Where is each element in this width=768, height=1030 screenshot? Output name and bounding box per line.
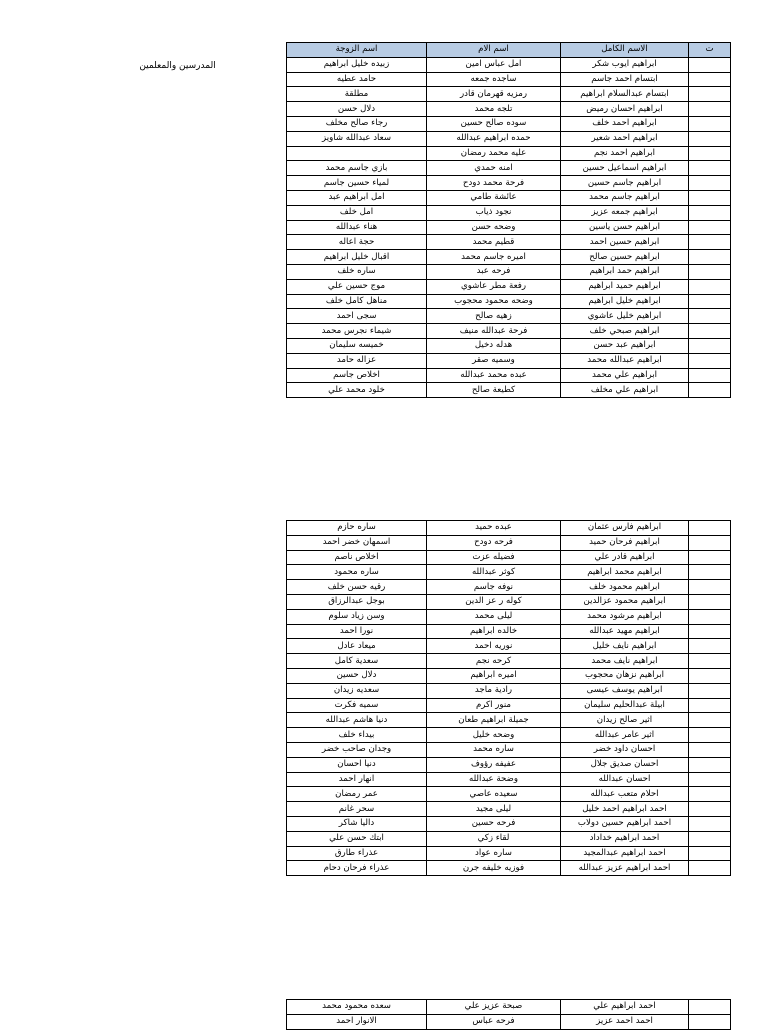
- cell-mother-name: سوده صالح حسين: [427, 116, 561, 131]
- cell-mother-name: قطيم محمد: [427, 235, 561, 250]
- cell-wife-name: عذراء طارق: [287, 846, 427, 861]
- cell-full-name: ابتسام عبدالسلام ابراهيم: [561, 87, 689, 102]
- cell-wife-name: عذراء فرحان دحام: [287, 861, 427, 876]
- cell-full-name: ابراهيم نايف خليل: [561, 639, 689, 654]
- cell-mother-name: جميلة ابراهيم طعان: [427, 713, 561, 728]
- cell-mother-name: ساجده جمعه: [427, 72, 561, 87]
- roster-table-3: [286, 999, 731, 1030]
- cell-mother-name: فرحة عبدالله منيف: [427, 324, 561, 339]
- cell-mother-name: اميره جاسم محمد: [427, 250, 561, 265]
- cell-full-name: ابراهيم جاسم محمد: [561, 190, 689, 205]
- table-row: [287, 550, 731, 565]
- cell-num: [689, 190, 731, 205]
- cell-full-name: احمد ابراهيم عزيز عبدالله: [561, 861, 689, 876]
- cell-full-name: ابراهيم محمود خلف: [561, 580, 689, 595]
- cell-mother-name: فرحه دودح: [427, 535, 561, 550]
- cell-wife-name: بيداء خلف: [287, 728, 427, 743]
- table-row: [287, 742, 731, 757]
- cell-num: [689, 309, 731, 324]
- cell-wife-name: امل خلف: [287, 205, 427, 220]
- cell-wife-name: سعدية كامل: [287, 654, 427, 669]
- cell-num: [689, 146, 731, 161]
- table-row: [287, 338, 731, 353]
- cell-num: [689, 609, 731, 624]
- cell-mother-name: عبده حميد: [427, 521, 561, 536]
- cell-full-name: ابراهيم جمعه عزيز: [561, 205, 689, 220]
- cell-wife-name: موج حسين علي: [287, 279, 427, 294]
- cell-full-name: احسان صديق جلال: [561, 757, 689, 772]
- cell-full-name: ابراهيم عبد حسن: [561, 338, 689, 353]
- table-row: [287, 294, 731, 309]
- cell-full-name: ابراهيم يوسف عيسى: [561, 683, 689, 698]
- cell-mother-name: سعيده عاصي: [427, 787, 561, 802]
- cell-full-name: احسان داود خضر: [561, 742, 689, 757]
- cell-mother-name: فوزيه خليفه جرن: [427, 861, 561, 876]
- cell-mother-name: فضيله عزت: [427, 550, 561, 565]
- cell-num: [689, 550, 731, 565]
- cell-wife-name: خلود محمد علي: [287, 383, 427, 398]
- cell-num: [689, 368, 731, 383]
- cell-wife-name: ساره خلف: [287, 264, 427, 279]
- cell-full-name: ابراهيم فرحان حميد: [561, 535, 689, 550]
- table-row: [287, 594, 731, 609]
- cell-full-name: ابراهيم حسين احمد: [561, 235, 689, 250]
- header-mother-name: اسم الام: [427, 43, 561, 58]
- roster-table-1: [286, 42, 731, 398]
- table-row: [287, 368, 731, 383]
- cell-full-name: ابراهيم حسن ياسين: [561, 220, 689, 235]
- cell-mother-name: لقاء زكي: [427, 831, 561, 846]
- cell-wife-name: شيماء نجرس محمد: [287, 324, 427, 339]
- cell-full-name: ابتسام احمد جاسم: [561, 72, 689, 87]
- table-row: [287, 772, 731, 787]
- cell-num: [689, 235, 731, 250]
- cell-full-name: ابراهيم حميد ابراهيم: [561, 279, 689, 294]
- cell-wife-name: حجة اعاله: [287, 235, 427, 250]
- cell-wife-name: رجاء صالح مخلف: [287, 116, 427, 131]
- table-row: [287, 161, 731, 176]
- cell-wife-name: عمر رمضان: [287, 787, 427, 802]
- cell-mother-name: صبحة عزيز علي: [427, 1000, 561, 1015]
- cell-wife-name: ساره محمود: [287, 565, 427, 580]
- table-row: [287, 728, 731, 743]
- cell-mother-name: زهيه صالح: [427, 309, 561, 324]
- table-row: [287, 624, 731, 639]
- cell-num: [689, 102, 731, 117]
- table-row: [287, 535, 731, 550]
- cell-wife-name: [287, 146, 427, 161]
- cell-wife-name: ساره حازم: [287, 521, 427, 536]
- cell-mother-name: وسميه صقر: [427, 353, 561, 368]
- cell-mother-name: ليلى مجيد: [427, 802, 561, 817]
- cell-num: [689, 353, 731, 368]
- cell-full-name: ابراهيم صبحي خلف: [561, 324, 689, 339]
- cell-wife-name: عزاله حامد: [287, 353, 427, 368]
- cell-wife-name: نورا احمد: [287, 624, 427, 639]
- cell-full-name: ابيلة عبدالحليم سليمان: [561, 698, 689, 713]
- cell-num: [689, 1014, 731, 1029]
- cell-wife-name: بازي جاسم محمد: [287, 161, 427, 176]
- cell-full-name: ابراهيم حمد ابراهيم: [561, 264, 689, 279]
- cell-mother-name: نوريه احمد: [427, 639, 561, 654]
- cell-mother-name: اميره ابراهيم: [427, 668, 561, 683]
- cell-wife-name: هناء عبدالله: [287, 220, 427, 235]
- table-row: [287, 116, 731, 131]
- cell-mother-name: رادية ماجد: [427, 683, 561, 698]
- table-row: [287, 1000, 731, 1015]
- cell-wife-name: داليا شاكر: [287, 816, 427, 831]
- cell-wife-name: امل ابراهيم عبد: [287, 190, 427, 205]
- cell-wife-name: اسمهان خضر احمد: [287, 535, 427, 550]
- cell-num: [689, 713, 731, 728]
- cell-mother-name: نجود ذياب: [427, 205, 561, 220]
- cell-num: [689, 161, 731, 176]
- header-wife-name: اسم الزوجة: [287, 43, 427, 58]
- cell-num: [689, 72, 731, 87]
- cell-wife-name: سميه فكرت: [287, 698, 427, 713]
- table-row: [287, 220, 731, 235]
- cell-num: [689, 639, 731, 654]
- cell-full-name: ابراهيم خليل ابراهيم: [561, 294, 689, 309]
- cell-wife-name: وسن زياد سلوم: [287, 609, 427, 624]
- cell-num: [689, 624, 731, 639]
- cell-num: [689, 565, 731, 580]
- cell-num: [689, 742, 731, 757]
- cell-mother-name: عفيفه رؤوف: [427, 757, 561, 772]
- cell-full-name: ابراهيم عبدالله محمد: [561, 353, 689, 368]
- table-row: [287, 580, 731, 595]
- cell-mother-name: فرحه عباس: [427, 1014, 561, 1029]
- cell-mother-name: عليه محمد رمضان: [427, 146, 561, 161]
- table-row: [287, 309, 731, 324]
- cell-full-name: احمد ابراهيم علي: [561, 1000, 689, 1015]
- table-row: [287, 383, 731, 398]
- cell-full-name: ابراهيم خليل عاشوي: [561, 309, 689, 324]
- table-row: [287, 235, 731, 250]
- roster-table-2: [286, 520, 731, 876]
- cell-mother-name: كرحه نجم: [427, 654, 561, 669]
- cell-full-name: ابراهيم احسان رميض: [561, 102, 689, 117]
- cell-mother-name: ساره محمد: [427, 742, 561, 757]
- cell-num: [689, 521, 731, 536]
- cell-num: [689, 220, 731, 235]
- cell-num: [689, 324, 731, 339]
- cell-full-name: ابراهيم مهيد عبدالله: [561, 624, 689, 639]
- cell-num: [689, 846, 731, 861]
- cell-num: [689, 683, 731, 698]
- cell-full-name: ابراهيم احمد خلف: [561, 116, 689, 131]
- table-row: [287, 353, 731, 368]
- cell-full-name: ابراهيم علي محمد: [561, 368, 689, 383]
- cell-full-name: ابراهيم محمد ابراهيم: [561, 565, 689, 580]
- cell-mother-name: كوثر عبدالله: [427, 565, 561, 580]
- cell-mother-name: وضحه حسن: [427, 220, 561, 235]
- cell-wife-name: بوجل عبدالرزاق: [287, 594, 427, 609]
- cell-num: [689, 594, 731, 609]
- cell-mother-name: تلجه محمد: [427, 102, 561, 117]
- cell-mother-name: خالده ابراهيم: [427, 624, 561, 639]
- cell-num: [689, 772, 731, 787]
- cell-num: [689, 131, 731, 146]
- cell-num: [689, 668, 731, 683]
- cell-wife-name: سعاد عبدالله شاويز: [287, 131, 427, 146]
- cell-num: [689, 338, 731, 353]
- cell-wife-name: سحر غانم: [287, 802, 427, 817]
- cell-full-name: ابراهيم احمد شعير: [561, 131, 689, 146]
- cell-wife-name: دلال حسين: [287, 668, 427, 683]
- header-full-name: الاسم الكامل: [561, 43, 689, 58]
- table-row: [287, 683, 731, 698]
- cell-full-name: ابراهيم اسماعيل حسين: [561, 161, 689, 176]
- cell-full-name: ابراهيم ايوب شكر: [561, 57, 689, 72]
- cell-num: [689, 57, 731, 72]
- table-row: [287, 757, 731, 772]
- table-row: [287, 176, 731, 191]
- cell-num: [689, 654, 731, 669]
- table-row: [287, 713, 731, 728]
- cell-wife-name: رقيه حسن خلف: [287, 580, 427, 595]
- cell-wife-name: دلال حسن: [287, 102, 427, 117]
- cell-full-name: ابراهيم جاسم حسين: [561, 176, 689, 191]
- cell-full-name: احمد ابراهيم عبدالمجيد: [561, 846, 689, 861]
- side-label: المدرسين والمعلمين: [139, 61, 216, 71]
- table-row: [287, 639, 731, 654]
- header-num: ت: [689, 43, 731, 58]
- table-row: [287, 205, 731, 220]
- cell-num: [689, 294, 731, 309]
- cell-full-name: ابراهيم فارس عثمان: [561, 521, 689, 536]
- table-row: [287, 87, 731, 102]
- table-row: [287, 861, 731, 876]
- table-row: [287, 787, 731, 802]
- table-row: [287, 802, 731, 817]
- cell-full-name: ابراهيم محمود عزالدين: [561, 594, 689, 609]
- table-row: [287, 1014, 731, 1029]
- cell-mother-name: منور اكرم: [427, 698, 561, 713]
- cell-num: [689, 728, 731, 743]
- cell-full-name: ابراهيم نزهان محجوب: [561, 668, 689, 683]
- cell-mother-name: رمزيه قهرمان قادر: [427, 87, 561, 102]
- cell-num: [689, 580, 731, 595]
- cell-num: [689, 861, 731, 876]
- cell-full-name: ابراهيم احمد نجم: [561, 146, 689, 161]
- cell-wife-name: وجدان صاحب خضر: [287, 742, 427, 757]
- cell-mother-name: عائشة طامي: [427, 190, 561, 205]
- cell-num: [689, 383, 731, 398]
- cell-wife-name: سعديه زيدان: [287, 683, 427, 698]
- cell-num: [689, 802, 731, 817]
- cell-wife-name: اقبال خليل ابراهيم: [287, 250, 427, 265]
- table-row: [287, 190, 731, 205]
- cell-mother-name: ليلى محمد: [427, 609, 561, 624]
- cell-wife-name: انهار احمد: [287, 772, 427, 787]
- cell-wife-name: لمياء حسين جاسم: [287, 176, 427, 191]
- cell-mother-name: فرحه عبد: [427, 264, 561, 279]
- cell-wife-name: خميسه سليمان: [287, 338, 427, 353]
- cell-mother-name: امنه حمدي: [427, 161, 561, 176]
- table-row: [287, 57, 731, 72]
- table-row: [287, 698, 731, 713]
- cell-mother-name: هدله دخيل: [427, 338, 561, 353]
- cell-wife-name: دنيا هاشم عبدالله: [287, 713, 427, 728]
- cell-num: [689, 1000, 731, 1015]
- cell-num: [689, 787, 731, 802]
- cell-num: [689, 535, 731, 550]
- cell-wife-name: اخلاص ناصم: [287, 550, 427, 565]
- cell-full-name: احمد ابراهيم خداداد: [561, 831, 689, 846]
- cell-num: [689, 757, 731, 772]
- cell-mother-name: حمده ابراهيم عبدالله: [427, 131, 561, 146]
- table-row: [287, 279, 731, 294]
- cell-mother-name: كطيعة صالح: [427, 383, 561, 398]
- cell-mother-name: فرحة محمد دودح: [427, 176, 561, 191]
- cell-num: [689, 264, 731, 279]
- table-row: [287, 131, 731, 146]
- table-row: [287, 250, 731, 265]
- cell-mother-name: ساره عواد: [427, 846, 561, 861]
- cell-num: [689, 279, 731, 294]
- table-row: [287, 72, 731, 87]
- table-row: [287, 324, 731, 339]
- table-row: [287, 565, 731, 580]
- cell-wife-name: مناهل كامل خلف: [287, 294, 427, 309]
- cell-num: [689, 250, 731, 265]
- cell-wife-name: مطلقة: [287, 87, 427, 102]
- cell-wife-name: ابتك حسن علي: [287, 831, 427, 846]
- cell-mother-name: وضحه خليل: [427, 728, 561, 743]
- cell-mother-name: امل عباس امين: [427, 57, 561, 72]
- table-row: [287, 264, 731, 279]
- cell-full-name: احمد احمد عزيز: [561, 1014, 689, 1029]
- cell-full-name: احسان عبدالله: [561, 772, 689, 787]
- cell-wife-name: ميعاد عادل: [287, 639, 427, 654]
- table-row: [287, 654, 731, 669]
- cell-num: [689, 698, 731, 713]
- cell-full-name: ابراهيم نايف محمد: [561, 654, 689, 669]
- header-row: [287, 43, 731, 58]
- cell-wife-name: سعده محمود محمد: [287, 1000, 427, 1015]
- cell-wife-name: زبيده خليل ابراهيم: [287, 57, 427, 72]
- table-row: [287, 146, 731, 161]
- cell-mother-name: عبده محمد عبدالله: [427, 368, 561, 383]
- cell-mother-name: وضحه محمود محجوب: [427, 294, 561, 309]
- table-row: [287, 816, 731, 831]
- cell-mother-name: رفعة مطر عاشوي: [427, 279, 561, 294]
- cell-mother-name: فرحه حسين: [427, 816, 561, 831]
- cell-full-name: ابراهيم حسين صالح: [561, 250, 689, 265]
- cell-wife-name: الانوار احمد: [287, 1014, 427, 1029]
- cell-num: [689, 176, 731, 191]
- table-row: [287, 609, 731, 624]
- table-row: [287, 846, 731, 861]
- cell-full-name: احلام متعب عبدالله: [561, 787, 689, 802]
- cell-mother-name: وضحة عبدالله: [427, 772, 561, 787]
- cell-num: [689, 816, 731, 831]
- cell-wife-name: سجى احمد: [287, 309, 427, 324]
- cell-wife-name: اخلاص جاسم: [287, 368, 427, 383]
- cell-full-name: ابراهيم قادر علي: [561, 550, 689, 565]
- cell-mother-name: كوله ر عز الدين: [427, 594, 561, 609]
- table-row: [287, 521, 731, 536]
- cell-num: [689, 205, 731, 220]
- cell-num: [689, 116, 731, 131]
- cell-wife-name: حامد عطيه: [287, 72, 427, 87]
- cell-mother-name: نوفه جاسم: [427, 580, 561, 595]
- cell-num: [689, 87, 731, 102]
- cell-full-name: اثير صالح زيدان: [561, 713, 689, 728]
- cell-wife-name: دنيا احسان: [287, 757, 427, 772]
- cell-num: [689, 831, 731, 846]
- cell-full-name: ابراهيم علي مخلف: [561, 383, 689, 398]
- table-row: [287, 668, 731, 683]
- cell-full-name: ابراهيم مرشود محمد: [561, 609, 689, 624]
- table-row: [287, 102, 731, 117]
- cell-full-name: اثير عامر عبدالله: [561, 728, 689, 743]
- cell-full-name: احمد ابراهيم حسين دولاب: [561, 816, 689, 831]
- cell-full-name: احمد ابراهيم احمد خليل: [561, 802, 689, 817]
- table-row: [287, 831, 731, 846]
